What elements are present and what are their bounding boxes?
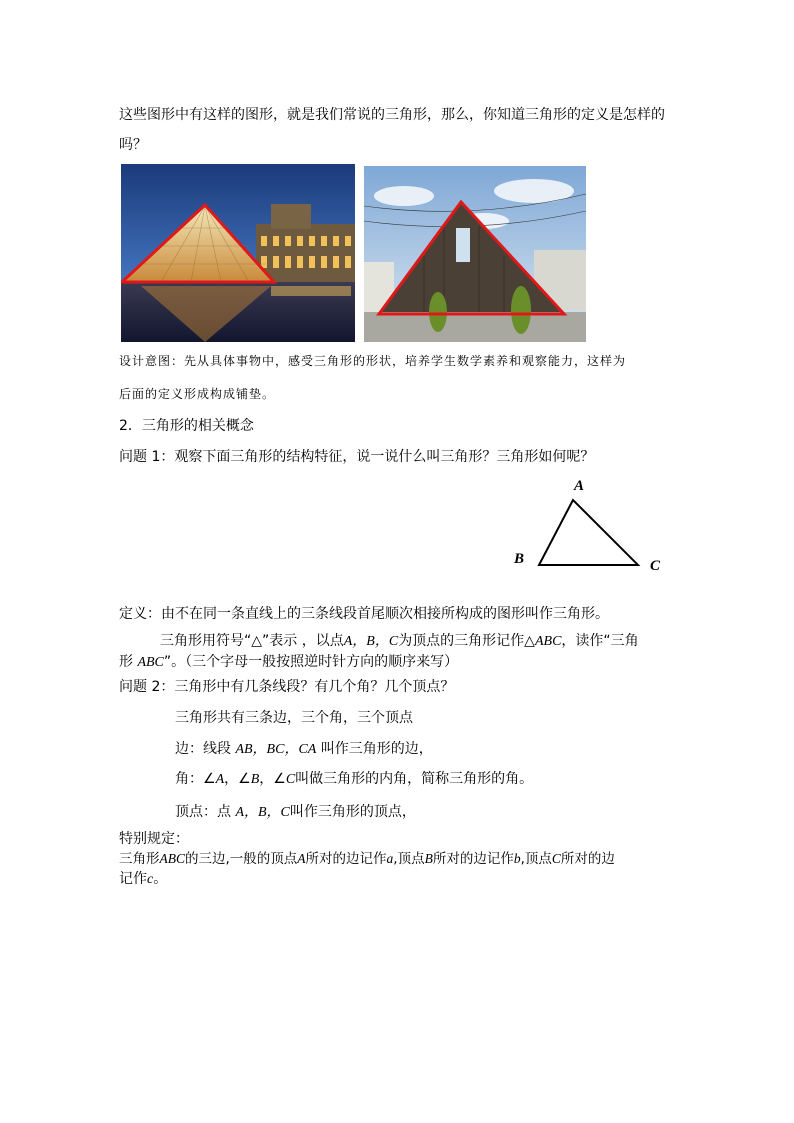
notation-vertices: A，B，C <box>343 634 399 649</box>
intro-line-2: 吗？ <box>119 137 147 153</box>
sides-vars: AB，BC，CA <box>235 742 317 757</box>
definition: 定义：由不在同一条直线上的三条线段首尾顺次相接所构成的图形叫作三角形。 <box>119 606 609 622</box>
special-text-1: 三角形 <box>119 851 160 867</box>
intro-line-1: 这些图形中有这样的图形，就是我们常说的三角形，那么，你知道三角形的定义是怎样的 <box>119 107 665 123</box>
special-text-7: 所对的边 <box>560 851 615 867</box>
facts-summary: 三角形共有三条边，三个角，三个顶点 <box>175 710 413 726</box>
special-a: A <box>297 851 306 866</box>
facts-angles <box>175 768 533 788</box>
question-1: 问题 1：观察下面三角形的结构特征，说一说什么叫三角形？三角形如何呢？ <box>119 449 595 465</box>
special-text-5: 所对的边记作 <box>432 851 514 867</box>
notation-line-1 <box>160 630 639 650</box>
special-side-a: a <box>386 851 394 866</box>
vertex-label-b: B <box>514 551 525 567</box>
sides-text-1: 边：线段 <box>175 741 231 757</box>
facts-sides <box>175 738 433 758</box>
angles-sep-2: ，∠ <box>259 771 286 787</box>
angles-sep-1: ，∠ <box>224 771 251 787</box>
notation-text-4: 形 <box>119 654 133 670</box>
special-line-1 <box>119 847 615 867</box>
design-intent-line-2: 后面的定义形成构成铺垫。 <box>119 387 276 401</box>
notation-text-2: 为顶点的三角形记作△ <box>398 633 535 649</box>
special-side-b: b <box>513 851 521 866</box>
louvre-pyramid-photo <box>121 164 355 342</box>
house-photo <box>364 166 586 342</box>
vertex-label-a: A <box>574 478 585 494</box>
special-b: B <box>424 851 433 866</box>
question-2: 问题 2：三角形中有几条线段？有几个角？几个顶点？ <box>119 679 455 695</box>
special-abc: ABC <box>159 851 185 866</box>
angle-a: A <box>215 772 225 787</box>
angle-b: B <box>250 772 260 787</box>
vertices-text-1: 顶点：点 <box>175 804 231 820</box>
notation-text-5: ”。（三个字母一般按照逆时针方向的顺序来写） <box>163 654 459 670</box>
vertices-vars: A，B，C <box>235 805 290 820</box>
section-title: 2．三角形的相关概念 <box>119 418 254 434</box>
notation-abc: ABC <box>534 634 562 649</box>
angle-c: C <box>285 772 296 787</box>
special-text-3: 所对的边记作 <box>305 851 387 867</box>
triangle-figure <box>505 472 675 582</box>
special-text-6: ,顶点 <box>520 851 552 867</box>
special-text-8: 记作 <box>119 871 147 887</box>
sides-text-2: 叫作三角形的边， <box>320 741 433 757</box>
vertices-text-2: 叫作三角形的顶点， <box>289 804 416 820</box>
special-side-c: c <box>147 872 154 887</box>
vertex-label-c: C <box>650 558 661 574</box>
special-title: 特别规定： <box>119 831 189 847</box>
notation-text-1: 三角形用符号“△”表示 ，以点 <box>160 633 344 649</box>
special-text-9: 。 <box>153 871 168 887</box>
angles-text-1: 角：∠ <box>175 771 216 787</box>
special-line-2 <box>119 868 167 888</box>
notation-abc-2: ABC <box>137 655 164 670</box>
special-text-2: 的三边,一般的顶点 <box>185 851 298 867</box>
notation-text-3: ，读作“三角 <box>561 633 639 649</box>
design-intent-line-1: 设计意图：先从具体事物中，感受三角形的形状，培养学生数学素养和观察能力，这样为 <box>119 354 627 368</box>
triangle-shape <box>539 500 638 565</box>
angles-text-2: 叫做三角形的内角，简称三角形的角。 <box>295 771 534 787</box>
notation-line-2 <box>119 651 458 671</box>
special-c: C <box>551 851 561 866</box>
facts-vertices <box>175 801 416 821</box>
special-text-4: ,顶点 <box>393 851 425 867</box>
